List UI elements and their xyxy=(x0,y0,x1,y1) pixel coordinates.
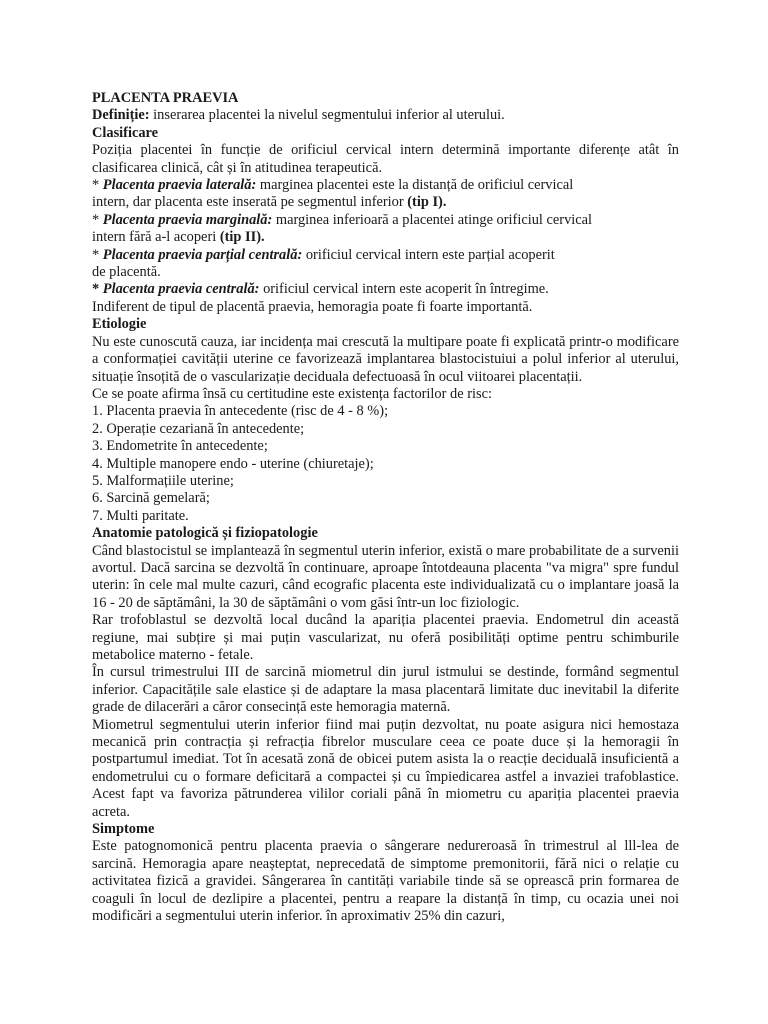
central-line xyxy=(92,281,679,298)
marginal-text-1: marginea inferioară a placentei atinge orificiul cervical xyxy=(272,211,593,228)
lateral-text-1: marginea placentei este la distanță de orificiul cervical xyxy=(256,177,574,194)
bullet-marker: * xyxy=(92,281,103,298)
clasificare-intro: Poziția placentei în funcție de orificiul cervical intern determină importante diferențe atât în clasificarea clinică, cât și în atitudinea terapeutică. xyxy=(92,142,679,176)
list-item: 1. Placenta praevia în antecedente (risc de 4 - 8 %); xyxy=(92,403,389,420)
section-heading-anatomie: Anatomie patologică și fiziopatologie xyxy=(92,525,318,542)
section-heading-etiologie: Etiologie xyxy=(92,316,147,333)
marginal-text-2: intern fără a-l acoperi xyxy=(92,229,220,246)
list-item: 6. Sarcină gemelară; xyxy=(92,490,210,507)
anatomie-paragraph-1: Când blastocistul se implantează în segmentul uterin inferior, există o mare probabilitate de a survenii avortul. Dacă sarcina se dezvoltă în continuare, aproape întotdeauna placenta "va migra" spre fundul uterin: în cele mal multe cazuri, când ecografic placenta este individualizată cu o implantare joasă la 16 - 20 de săptămâni, la 30 de săptămâni o vom găsi într-un loc fiziologic. xyxy=(92,542,679,611)
definition-text: inserarea placentei la nivelul segmentului inferior al uterului. xyxy=(149,107,505,124)
lateral-line-2 xyxy=(92,194,679,211)
simptome-paragraph-1: Este patognomonică pentru placenta praevia o sângerare nedureroasă în trimestrul al lll-lea de sarcină. Hemoragia apare neașteptat, neprecedată de simptome premonitorii, fără nici o relație cu activitatea fizică a gravidei. Sângerarea în cantități variabile tinde să se oprească prin formarea de coaguli în locul de dezlipire a placentei, pentru a reapare la distanță în timp, cu ocazia unei noi modificări a segmentului uterin inferior. în aproximativ 25% din cazuri, xyxy=(92,838,679,925)
partial-line-1 xyxy=(92,247,679,264)
lateral-label: Placenta praevia laterală: xyxy=(102,177,257,194)
partial-label: Placenta praevia parțial centrală: xyxy=(102,246,303,263)
definition-label: Definiție: xyxy=(92,107,150,124)
list-item: 3. Endometrite în antecedente; xyxy=(92,438,268,455)
lateral-line-1 xyxy=(92,177,679,194)
partial-line-2: de placentă. xyxy=(92,264,161,281)
document-title: PLACENTA PRAEVIA xyxy=(92,90,239,106)
marginal-tip: (tip II). xyxy=(219,229,265,246)
lateral-text-2: intern, dar placenta este inserată pe segmentul inferior xyxy=(92,194,408,211)
list-item: 2. Operație cezariană în antecedente; xyxy=(92,420,305,437)
section-heading-clasificare: Clasificare xyxy=(92,124,159,141)
lateral-tip: (tip I). xyxy=(407,194,447,211)
list-item: 5. Malformațiile uterine; xyxy=(92,472,234,489)
partial-text-1: orificiul cervical intern este parțial acoperit xyxy=(302,246,555,263)
bullet-marker: * xyxy=(92,246,103,263)
anatomie-paragraph-2: Rar trofoblastul se dezvoltă local ducând la apariția placentei praevia. Endometrul din această regiune, mai subțire și mai puțin vascularizat, nu oferă posibilități optime pentru schimburile metabolice materno - fetale. xyxy=(92,612,679,663)
list-item: 4. Multiple manopere endo - uterine (chiuretaje); xyxy=(92,455,374,472)
anatomie-paragraph-3: În cursul trimestrului III de sarcină miometrul din jurul istmului se destinde, formând segmentul inferior. Capacitățile sale elastice și de adaptare la masa placentară limitate duc inevitabil la diferite grade de dilacerări a căror consecință este hemoragia maternă. xyxy=(92,664,679,716)
anatomie-paragraph-4: Miometrul segmentului uterin inferior fiind mai puțin dezvoltat, nu poate asigura nici hemostaza mecanică prin contracția și refracția fibrelor musculare ceea ce poate duce și la hemoragii în postpartumul imediat. Tot în acesată zonă de obicei putem asista la o reacție deciduală insuficientă a endometrului cu o formare deficitară a compactei și cu împiedicarea astfel a invaziei trafoblastice. Acest fapt va favoriza pătrunderea vililor coriali până în miometru cu apariția placentei praevia acreta. xyxy=(92,716,679,820)
etiologie-paragraph-2: Ce se poate afirma însă cu certitudine este existența factorilor de risc: xyxy=(92,385,492,402)
clasificare-note: Indiferent de tipul de placentă praevia, hemoragia poate fi foarte importantă. xyxy=(92,298,533,315)
marginal-label: Placenta praevia marginală: xyxy=(102,211,273,228)
bullet-marker: * xyxy=(92,177,103,194)
risk-factor-list xyxy=(92,403,679,525)
central-text: orificiul cervical intern este acoperit în întregime. xyxy=(259,281,549,298)
central-label: Placenta praevia centrală: xyxy=(102,281,260,298)
etiologie-paragraph-1: Nu este cunoscută cauza, iar incidența mai crescută la multipare poate fi explicată printr-o modificare a conformației cavității uterine ce favorizează implantarea blastocistuiui a polul inferior al uterului, situație însoțită de o vascularizație deciduala defectuoasă în ocul viitoarei placentații. xyxy=(92,333,679,385)
marginal-line-2 xyxy=(92,229,679,246)
bullet-marker: * xyxy=(92,211,103,228)
list-item: 7. Multi paritate. xyxy=(92,507,189,524)
section-heading-simptome: Simptome xyxy=(92,821,155,838)
marginal-line-1 xyxy=(92,212,679,229)
definition-paragraph xyxy=(92,107,679,124)
